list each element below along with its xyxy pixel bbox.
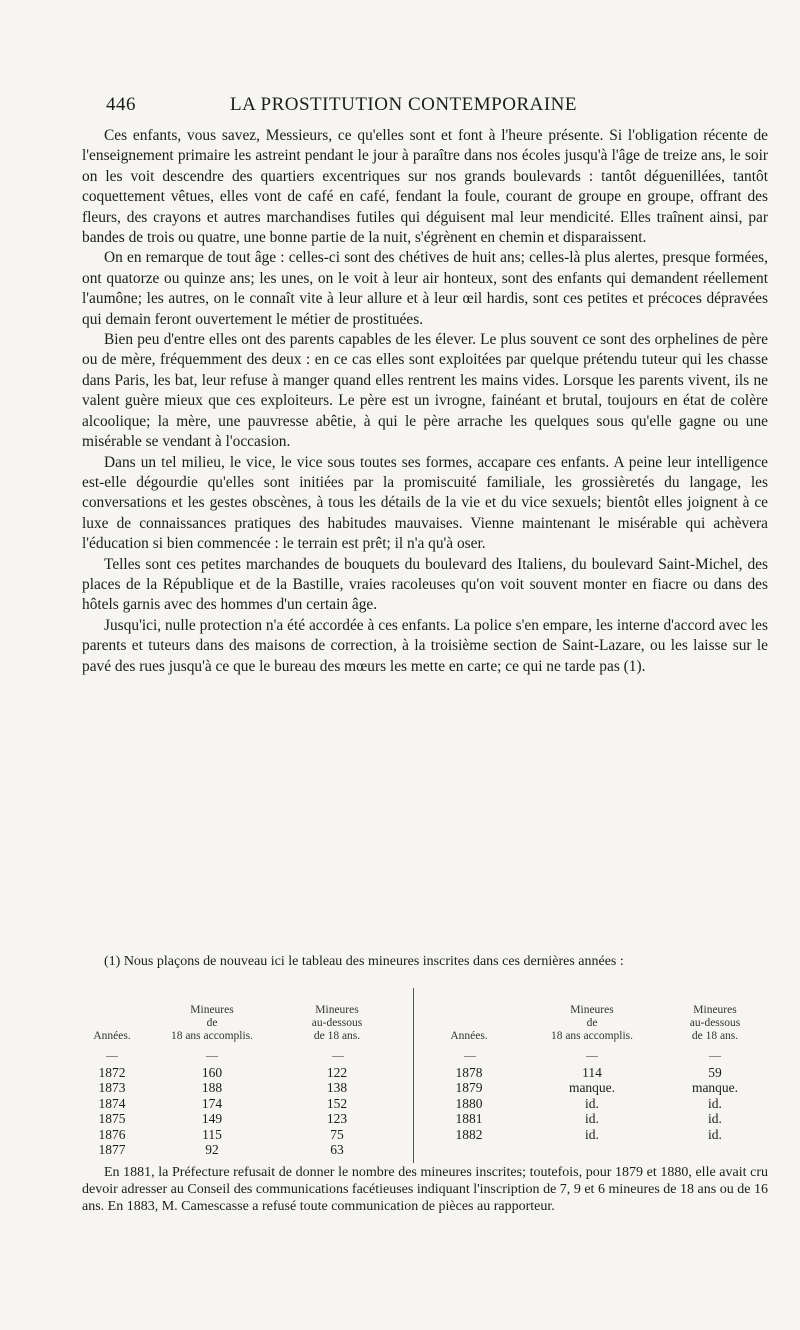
footnote-note: En 1881, la Préfecture refusait de donner le nombre des mineures inscrites; toutefois, pour 1879 et 1880, elle avait cru devoir adresser au Conseil des communications facétieuses indiquant l'inscription de 7, 9 et 6 mineures de 18 ans ou de 16 ans. En 1883, M. Camescasse a refusé toute communication de pièces au rapporteur. bbox=[82, 1165, 768, 1214]
table-cell-over18: 149 bbox=[201, 1111, 223, 1127]
paragraph: Ces enfants, vous savez, Messieurs, ce qu'elles sont et font à l'heure présente. Si l'obligation récente de l'enseignement primaire les astreint pendant le jour à paraître dans nos écoles jusqu'à l'âge de treize ans, le soir on les voit descendre des quartiers excentriques sur nos grands boulevards : tantôt déguenillées, tantôt coquettement vêtues, elles vont de café en café, fendant la foule, courant de groupe en groupe, offrant des fleurs, des crayons et autres marchandises futiles qui déguisent mal leur mendicité. Elles traînent ainsi, par bandes de trois ou quatre, une bonne partie de la nuit, s'égrènent en chemin et disparaissent. bbox=[82, 127, 768, 247]
table-cell-under18: 138 bbox=[326, 1080, 348, 1096]
table-cell-under18: id. bbox=[708, 1126, 722, 1142]
table-cell-over18: 92 bbox=[205, 1142, 219, 1157]
table-cell-under18: manque. bbox=[691, 1080, 739, 1096]
table-cell-over18: 174 bbox=[201, 1095, 223, 1111]
col-header-over18-right: Mineures de 18 ans accomplis. bbox=[550, 1004, 634, 1042]
table-cell-under18: 152 bbox=[326, 1095, 348, 1111]
table-cell-under18: 63 bbox=[330, 1142, 344, 1157]
col-header-under18-right: Mineures au-dessous de 18 ans. bbox=[689, 1004, 741, 1042]
table-cell-year: 1875 bbox=[98, 1111, 126, 1127]
dash: — bbox=[709, 1048, 721, 1062]
table-cell-year: 1874 bbox=[98, 1095, 126, 1111]
table-cell-year: 1878 bbox=[455, 1065, 483, 1080]
table-cell-over18: id. bbox=[585, 1126, 599, 1142]
table-cell-year: 1879 bbox=[455, 1080, 483, 1096]
page-number: 446 bbox=[106, 94, 136, 115]
col-header-over18-left: Mineures de 18 ans accomplis. bbox=[170, 1004, 254, 1042]
table-cell-year: 1881 bbox=[455, 1111, 483, 1127]
minors-table bbox=[82, 988, 768, 1163]
paragraph: On en remarque de tout âge : celles-ci sont des chétives de huit ans; celles-là plus alertes, presque formées, ont quatorze ou quinze ans; les unes, on le voit à leur air honteux, sont des enfants qui demandent réellement l'aumône; les autres, on le connaît vite à leur allure et à leur œil hardis, sont ces petites et précoces dépravées qui demain feront ouvertement le métier de prostituées. bbox=[82, 249, 768, 328]
table-cell-under18: 75 bbox=[330, 1126, 344, 1142]
dash: — bbox=[332, 1048, 344, 1062]
table-cell-under18: id. bbox=[708, 1111, 722, 1127]
table-cell-year: 1880 bbox=[455, 1095, 483, 1111]
table-cell-over18: 115 bbox=[202, 1126, 222, 1142]
table-cell-over18: manque. bbox=[568, 1080, 616, 1096]
table-cell-under18: 59 bbox=[708, 1065, 722, 1080]
table-cell-over18: id. bbox=[585, 1111, 599, 1127]
table-cell-under18: id. bbox=[708, 1095, 722, 1111]
dash: — bbox=[206, 1048, 218, 1062]
table-cell-over18: 160 bbox=[201, 1065, 223, 1080]
footnote-intro: (1) Nous plaçons de nouveau ici le tableau des mineures inscrites dans ces dernières années : bbox=[104, 954, 624, 969]
table-cell-under18: 122 bbox=[326, 1065, 348, 1080]
paragraph: Jusqu'ici, nulle protection n'a été accordée à ces enfants. La police s'en empare, les interne d'accord avec les parents et tuteurs dans des maisons de correction, à la troisième section de Saint-Lazare, ou les laisse sur le pavé des rues jusqu'à ce que le bureau des mœurs les mette en carte; ce qui ne tarde pas (1). bbox=[82, 616, 768, 675]
table-cell-over18: id. bbox=[585, 1095, 599, 1111]
table-cell-year: 1876 bbox=[98, 1126, 126, 1142]
table-cell-over18: 188 bbox=[201, 1080, 223, 1096]
table-cell-over18: 114 bbox=[582, 1065, 602, 1080]
table-cell-year: 1873 bbox=[98, 1080, 126, 1096]
dash: — bbox=[586, 1048, 598, 1062]
page-header bbox=[106, 94, 772, 124]
col-header-year-left: Années. bbox=[93, 1030, 131, 1042]
table-cell-year: 1882 bbox=[455, 1126, 483, 1142]
table-cell-under18: 123 bbox=[326, 1111, 348, 1127]
col-header-under18-left: Mineures au-dessous de 18 ans. bbox=[311, 1004, 363, 1042]
paragraph: Telles sont ces petites marchandes de bouquets du boulevard des Italiens, du boulevard Saint-Michel, des places de la République et de la Bastille, vraies racoleuses qu'on voit souvent monter en fiacre ou dans des hôtels garnis avec des hommes d'un certain âge. bbox=[82, 555, 768, 614]
paragraph: Bien peu d'entre elles ont des parents capables de les élever. Le plus souvent ce sont des orphelines de père ou de mère, fréquemment des deux : en ce cas elles sont exploitées par quelque prétendu tuteur qui les chasse dans Paris, les bat, leur refuse à manger quand elles rentrent les mains vides. Lorsque les parents vivent, ils ne valent guère mieux que ces exploiteurs. Le père est un ivrogne, fainéant et brutal, toujours en état de colère alcoolique; la mère, une pauvresse abêtie, à qui le père arrache les quelques sous qu'elle gagne ou une misérable se vendant à l'occasion. bbox=[82, 331, 768, 451]
body-text bbox=[82, 126, 768, 677]
paragraph: Dans un tel milieu, le vice, le vice sous toutes ses formes, accapare ces enfants. A peine leur intelligence est-elle dégourdie qu'elles sont initiées par la promiscuité familiale, les grossièretés du langage, les conversations et les gestes obscènes, à tous les détails de la vie et du vice sexuels; bientôt elles joignent à ce luxe de connaissances pratiques des habitudes mauvaises. Vienne maintenant le misérable qui achèvera l'éducation si bien commencée : le terrain est prêt; il n'a qu'à oser. bbox=[82, 453, 768, 553]
dash: — bbox=[106, 1048, 118, 1062]
table-cell-year: 1877 bbox=[98, 1142, 126, 1157]
table-divider bbox=[413, 988, 414, 1163]
running-title: LA PROSTITUTION CONTEMPORAINE bbox=[230, 94, 577, 115]
col-header-year-right: Années. bbox=[450, 1030, 488, 1042]
footnote bbox=[82, 953, 768, 970]
table-cell-year: 1872 bbox=[98, 1065, 126, 1080]
dash: — bbox=[464, 1048, 476, 1062]
